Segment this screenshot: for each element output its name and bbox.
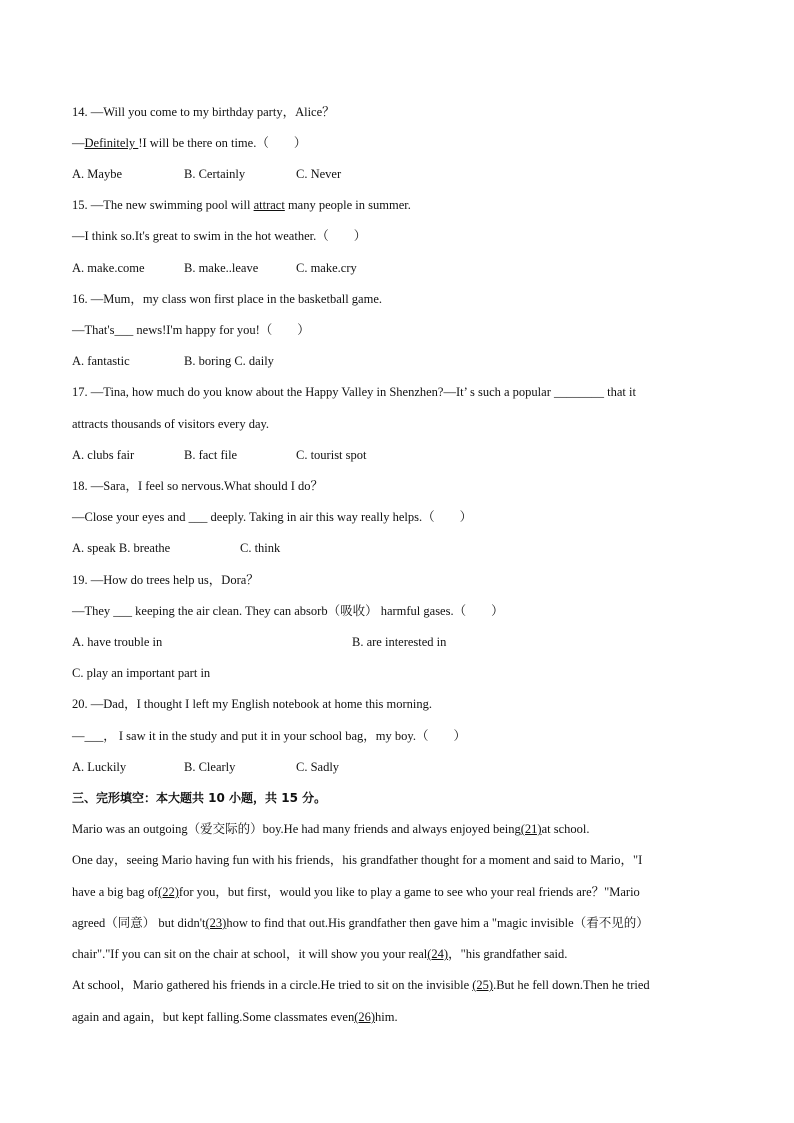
option-a: A. fantastic	[72, 354, 130, 368]
passage-line-6: At school，Mario gathered his friends in a circle.He tried to sit on the invisible (25).But he fell down.Then he tried	[72, 978, 650, 992]
option-c: C. think	[240, 541, 281, 555]
section-3-heading: 三、完形填空：本大题共 10 小题，共 15 分。	[72, 791, 327, 805]
option-a: A. Luckily	[72, 760, 127, 774]
option-b: B. Certainly	[184, 167, 246, 181]
option-a: A. clubs fair	[72, 448, 135, 462]
passage-line-5: chair"."If you can sit on the chair at school，it will show you your real(24)，"his grandfather said.	[72, 947, 568, 961]
question-14-stem: 14. —Will you come to my birthday party，Alice？	[72, 105, 335, 119]
option-c: C. play an important part in	[72, 666, 211, 680]
option-b: B. make..leave	[184, 261, 259, 275]
option-b: B. Clearly	[184, 760, 236, 774]
passage-line-3: have a big bag of(22)for you，but first，would you like to play a game to see who your real friends are？"Mario	[72, 885, 640, 899]
blank-26: (26)	[354, 1010, 376, 1024]
question-20-reply: —___， I saw it in the study and put it in your school bag，my boy.（ ）	[72, 729, 466, 743]
blank-22: (22)	[158, 885, 179, 899]
option-bc: B. boring C. daily	[184, 354, 274, 368]
passage-line-2: One day，seeing Mario having fun with his friends，his grandfather thought for a moment and said to Mario，"I	[72, 853, 643, 867]
question-15-reply: —I think so.It's great to swim in the hot weather.（ ）	[72, 229, 367, 243]
blank-24: (24)	[427, 947, 449, 961]
blank-25: (25)	[472, 978, 494, 992]
question-20-stem: 20. —Dad，I thought I left my English notebook at home this morning.	[72, 697, 433, 711]
question-14-reply: —Definitely !I will be there on time.（ ）	[72, 136, 307, 150]
question-17-stem: 17. —Tina, how much do you know about the Happy Valley in Shenzhen?—It’ s such a popular ________ that it	[72, 385, 636, 399]
option-c: C. make.cry	[296, 261, 357, 275]
option-ab: A. speak B. breathe	[72, 541, 171, 555]
option-c: C. tourist spot	[296, 448, 367, 462]
question-18-stem: 18. —Sara，I feel so nervous.What should I do？	[72, 479, 323, 493]
question-16-reply: —That's___ news!I'm happy for you!（ ）	[72, 323, 310, 337]
option-a: A. have trouble in	[72, 635, 163, 649]
blank-23: (23)	[205, 916, 227, 930]
option-a: A. make.come	[72, 261, 145, 275]
question-17-stem-cont: attracts thousands of visitors every day.	[72, 417, 270, 431]
option-b: B. are interested in	[352, 635, 447, 649]
passage-line-7: again and again，but kept falling.Some classmates even(26)him.	[72, 1010, 398, 1024]
option-a: A. Maybe	[72, 167, 122, 181]
question-19-stem: 19. —How do trees help us，Dora？	[72, 573, 259, 587]
passage-line-1: Mario was an outgoing（爱交际的）boy.He had many friends and always enjoyed being(21)at school.	[72, 822, 590, 836]
question-18-reply: —Close your eyes and ___ deeply. Taking in air this way really helps.（ ）	[72, 510, 473, 524]
question-15-stem: 15. —The new swimming pool will attract many people in summer.	[72, 198, 411, 212]
passage-line-4: agreed（同意） but didn't(23)how to find that out.His grandfather then gave him a "magic invisible（看不见的）	[72, 916, 649, 930]
blank-21: (21)	[520, 822, 542, 836]
option-b: B. fact file	[184, 448, 238, 462]
option-c: C. Sadly	[296, 760, 340, 774]
question-19-reply: —They ___ keeping the air clean. They can absorb（吸收） harmful gases.（ ）	[72, 604, 504, 618]
option-c: C. Never	[296, 167, 342, 181]
question-16-stem: 16. —Mum，my class won first place in the basketball game.	[72, 292, 383, 306]
